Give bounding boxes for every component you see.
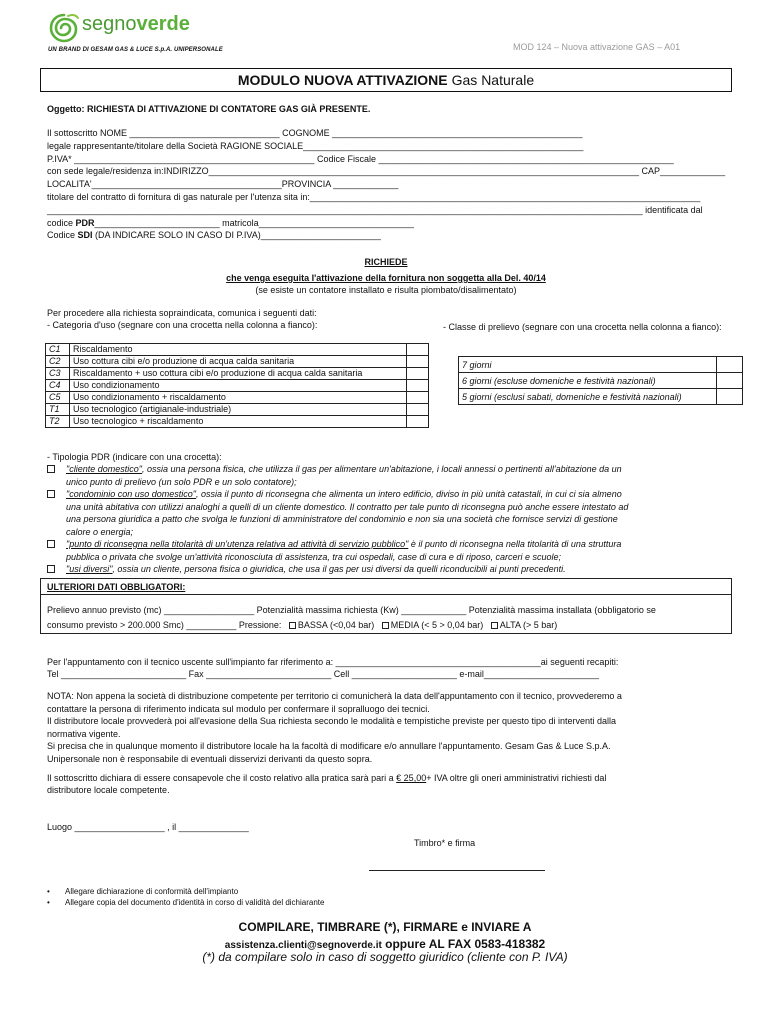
attachment-item bbox=[47, 897, 324, 908]
subject-line: Oggetto: RICHIESTA DI ATTIVAZIONE DI CONTATORE GAS GIÀ PRESENTE. bbox=[47, 104, 371, 114]
category-check-cell[interactable] bbox=[407, 368, 429, 380]
tipologia-line bbox=[66, 463, 737, 476]
category-code: C3 bbox=[46, 368, 70, 380]
category-desc: Uso tecnologico (artigianale-industriale) bbox=[70, 404, 407, 416]
category-desc: Uso condizionamento + riscaldamento bbox=[70, 392, 407, 404]
tipologia-item bbox=[47, 488, 737, 538]
checkbox-icon[interactable] bbox=[491, 622, 498, 629]
category-desc: Riscaldamento bbox=[70, 344, 407, 356]
intro-line2: - Categoria d'uso (segnare con una crocetta nella colonna a fianco): bbox=[47, 320, 318, 330]
note-line: Unipersonale non è responsabile di eventuali disservizi derivanti da questo sopra. bbox=[47, 753, 373, 764]
richiede-heading: RICHIEDE bbox=[364, 257, 408, 267]
category-check-cell[interactable] bbox=[407, 416, 429, 428]
tipologia-item bbox=[47, 463, 737, 488]
checkbox-icon[interactable] bbox=[289, 622, 296, 629]
class-label: 6 giorni (escluse domeniche e festività nazionali) bbox=[459, 373, 717, 389]
category-check-cell[interactable] bbox=[407, 344, 429, 356]
tipologia-text: , ossia il punto di riconsegna che alimenta un intero edificio, diviso in più unità catastali, in cui ci sia almeno bbox=[195, 489, 622, 499]
note-block bbox=[47, 690, 622, 765]
class-check-cell[interactable] bbox=[717, 389, 743, 405]
form-line-address[interactable]: con sede legale/residenza in:INDIRIZZO______________________________________________________________________________________ CAP_____________ bbox=[47, 166, 726, 177]
note-line: contattare la persona di riferimento indicata sul modulo per confermare il sopralluogo dei tecnici. bbox=[47, 703, 430, 714]
pressure-option-low[interactable] bbox=[289, 620, 374, 630]
category-code: T2 bbox=[46, 416, 70, 428]
class-row bbox=[459, 357, 743, 373]
tipologia-term: "usi diversi" bbox=[66, 564, 113, 574]
tipologia-cont: una unità abitativa con utilizzi analoghi a quelli di un cliente domestico. Il contratto per tale punto di riconsegna può anche essere intestato ad bbox=[66, 501, 629, 512]
pressure-label[interactable]: consumo previsto > 200.000 Smc) __________ Pressione: bbox=[47, 620, 282, 630]
tipologia-term: "cliente domestico" bbox=[66, 464, 142, 474]
tipologia-text: , ossia una persona fisica, che utilizza il gas per alimentare un'abitazione, i locali annessi o pertinenti all'abitazione da un bbox=[141, 464, 622, 474]
sdi-label: SDI bbox=[77, 230, 93, 241]
brand-prefix: segno bbox=[82, 13, 137, 35]
additional-data-line1[interactable]: Prelievo annuo previsto (mc) __________________ Potenzialità massima richiesta (Kw) _____________ Potenzialità massima installata (obbligatorio se bbox=[47, 605, 656, 615]
stamp-signature-label: Timbro* e firma bbox=[414, 838, 476, 848]
category-row bbox=[46, 368, 429, 380]
spiral-logo-icon bbox=[48, 12, 80, 44]
attachment-text: Allegare dichiarazione di conformità dell'impianto bbox=[65, 887, 239, 896]
tipologia-cont: unico punto di prelievo (un solo PDR e un solo contatore); bbox=[66, 476, 297, 487]
category-row bbox=[46, 380, 429, 392]
footer-email[interactable]: assistenza.clienti@segnoverde.it bbox=[224, 940, 382, 951]
form-line-piva[interactable]: P.IVA* ________________________________________________ Codice Fiscale ___________________________________________________________ bbox=[47, 153, 674, 164]
tipologia-line bbox=[66, 488, 737, 501]
richiede-line1: che venga eseguita l'attivazione della fornitura non soggetta alla Del. 40/14 bbox=[226, 273, 546, 283]
category-code: C1 bbox=[46, 344, 70, 356]
tipologia-term: "punto di riconsegna nella titolarità di un'utenza relativa ad attività di servizio pubblico" bbox=[66, 539, 409, 549]
bullet-icon: • bbox=[47, 898, 50, 907]
document-subtitle: Gas Naturale bbox=[451, 72, 535, 88]
tipologia-checkbox[interactable] bbox=[47, 490, 55, 498]
note-line: normativa vigente. bbox=[47, 728, 121, 739]
category-code: C2 bbox=[46, 356, 70, 368]
form-line-pdr[interactable] bbox=[47, 217, 725, 230]
pressure-option-medium[interactable] bbox=[382, 620, 484, 630]
place-date-line[interactable]: Luogo __________________ , il ______________ bbox=[47, 822, 249, 832]
pressure-option-high[interactable] bbox=[491, 620, 557, 630]
bullet-icon: • bbox=[47, 887, 50, 896]
tipologia-item bbox=[47, 538, 737, 563]
category-code: T1 bbox=[46, 404, 70, 416]
cost-text: Il sottoscritto dichiara di essere consapevole che il costo relativo alla pratica sarà pari a bbox=[47, 773, 397, 783]
tipologia-cont: calore o energia; bbox=[66, 526, 134, 537]
tipologia-heading: - Tipologia PDR (indicare con una crocetta): bbox=[47, 452, 222, 462]
footer-fax: oppure AL FAX 0583-418382 bbox=[381, 937, 546, 951]
pressure-option-medium-label: MEDIA (< 5 > 0,04 bar) bbox=[390, 620, 484, 630]
tipologia-text: è il punto di riconsegna nella titolarità di una struttura bbox=[408, 539, 622, 549]
appointment-line2[interactable]: Tel _________________________ Fax _________________________ Cell _____________________ e-mail_______________________ bbox=[47, 669, 600, 679]
form-line-sdi[interactable] bbox=[47, 229, 725, 242]
category-desc: Uso tecnologico + riscaldamento bbox=[70, 416, 407, 428]
tipologia-text: , ossia un cliente, persona fisica o giuridica, che usa il gas per usi diversi da quelli riconducibili ai punti precedenti. bbox=[112, 564, 566, 574]
tipologia-term: "condominio con uso domestico" bbox=[66, 489, 196, 499]
note-line: Si precisa che in qualunque momento il distributore locale ha la facoltà di modificare e/o annullare l'appuntamento. Gesam Gas & Luce S.p.A. bbox=[47, 741, 611, 751]
document-title: MODULO NUOVA ATTIVAZIONE bbox=[237, 72, 448, 88]
category-code: C5 bbox=[46, 392, 70, 404]
category-desc: Riscaldamento + uso cottura cibi e/o produzione di acqua calda sanitaria bbox=[70, 368, 407, 380]
tipologia-checkbox[interactable] bbox=[47, 565, 55, 573]
classe-intro: - Classe di prelievo (segnare con una crocetta nella colonna a fianco): bbox=[443, 322, 722, 332]
tipologia-line bbox=[66, 538, 737, 551]
additional-data-line2 bbox=[47, 619, 557, 632]
cost-suffix: + IVA oltre gli oneri amministrativi richiesti dal bbox=[426, 773, 607, 783]
footer-note: (*) da compilare solo in caso di soggetto giuridico (cliente con P. IVA) bbox=[202, 950, 568, 964]
document-title-box bbox=[40, 68, 732, 92]
attachment-text: Allegare copia del documento d'identità in corso di validità del dichiarante bbox=[65, 898, 325, 907]
signature-line[interactable] bbox=[369, 870, 545, 871]
tipologia-line bbox=[66, 563, 737, 576]
additional-data-divider bbox=[40, 594, 732, 595]
pdr-field: _________________________ matricola_______________________________ bbox=[94, 217, 414, 228]
category-row bbox=[46, 344, 429, 356]
class-row bbox=[459, 373, 743, 389]
intro-line1: Per procedere alla richiesta sopraindicata, comunica i seguenti dati: bbox=[47, 308, 317, 318]
form-line-contract[interactable]: titolare del contratto di fornitura di gas naturale per l'utenza sita in:______________________________________________________________________________ bbox=[47, 191, 701, 202]
class-check-cell[interactable] bbox=[717, 373, 743, 389]
class-label: 7 giorni bbox=[459, 357, 717, 373]
category-row bbox=[46, 416, 429, 428]
note-line: NOTA: Non appena la società di distribuzione competente per territorio ci comunicherà la data dell'appuntamento con il tecnico, provvederemo a bbox=[47, 691, 622, 701]
form-line-name[interactable]: Il sottoscritto NOME ______________________________ COGNOME __________________________________________________ bbox=[47, 128, 583, 138]
module-code: MOD 124 – Nuova attivazione GAS – A01 bbox=[513, 42, 681, 52]
tipologia-cont: una persona giuridica a patto che svolga le funzioni di amministratore del condominio e non sia una società che fornisce servizi di gestione bbox=[66, 514, 618, 524]
tipologia-checkbox[interactable] bbox=[47, 465, 55, 473]
class-row bbox=[459, 389, 743, 405]
category-desc: Uso condizionamento bbox=[70, 380, 407, 392]
richiede-line2: (se esiste un contatore installato e risulta piombato/disalimentato) bbox=[255, 285, 517, 295]
tipologia-list bbox=[47, 463, 737, 576]
brand-subtitle: UN BRAND DI GESAM GAS & LUCE S.p.A. UNIPERSONALE bbox=[48, 47, 223, 53]
category-table bbox=[45, 343, 429, 428]
category-check-cell[interactable] bbox=[407, 356, 429, 368]
category-desc: Uso cottura cibi e/o produzione di acqua calda sanitaria bbox=[70, 356, 407, 368]
pdr-prefix: codice bbox=[47, 217, 76, 228]
brand-name bbox=[82, 13, 190, 36]
form-line-locality[interactable]: LOCALITA'______________________________________PROVINCIA _____________ bbox=[47, 179, 399, 190]
form-fields-block bbox=[47, 127, 725, 242]
class-label: 5 giorni (esclusi sabati, domeniche e festività nazionali) bbox=[459, 389, 717, 405]
attachment-item bbox=[47, 886, 324, 897]
cost-line1 bbox=[47, 772, 606, 785]
tipologia-checkbox[interactable] bbox=[47, 540, 55, 548]
category-row bbox=[46, 404, 429, 416]
category-check-cell[interactable] bbox=[407, 392, 429, 404]
additional-data-heading: ULTERIORI DATI OBBLIGATORI: bbox=[47, 582, 186, 592]
pressure-option-high-label: ALTA (> 5 bar) bbox=[499, 620, 558, 630]
category-row bbox=[46, 392, 429, 404]
appointment-line1[interactable]: Per l'appuntamento con il tecnico uscente sull'impianto far riferimento a: _________________________________________ai seguenti recapiti: bbox=[47, 657, 619, 667]
note-line: Il distributore locale provvederà poi all'evasione della Sua richiesta secondo le modalità e tempistiche previste per questo tipo di interventi dalla bbox=[47, 716, 617, 726]
pdr-label: PDR bbox=[75, 217, 95, 228]
class-table bbox=[458, 356, 743, 405]
attachments-list bbox=[47, 886, 324, 908]
pressure-option-low-label: BASSA (<0,04 bar) bbox=[297, 620, 375, 630]
form-line-site[interactable]: _______________________________________________________________________________________________________________________ identificata dal bbox=[47, 204, 703, 215]
tipologia-item bbox=[47, 563, 737, 576]
category-check-cell[interactable] bbox=[407, 380, 429, 392]
tipologia-cont: pubblica o privata che svolge un'attività riconosciuta di assistenza, tra cui ospedali, case di cura e di riposo, carceri e scuole; bbox=[66, 551, 561, 562]
sdi-prefix: Codice bbox=[47, 230, 78, 241]
checkbox-icon[interactable] bbox=[382, 622, 389, 629]
footer-instruction: COMPILARE, TIMBRARE (*), FIRMARE e INVIARE A bbox=[238, 920, 532, 934]
category-row bbox=[46, 356, 429, 368]
category-code: C4 bbox=[46, 380, 70, 392]
form-line-company[interactable]: legale rappresentante/titolare della Società RAGIONE SOCIALE________________________________________________________ bbox=[47, 140, 584, 151]
category-check-cell[interactable] bbox=[407, 404, 429, 416]
cost-amount: € 25,00 bbox=[396, 773, 427, 783]
class-check-cell[interactable] bbox=[717, 357, 743, 373]
cost-line2: distributore locale competente. bbox=[47, 785, 170, 795]
brand-suffix: verde bbox=[136, 13, 190, 35]
sdi-field: (DA INDICARE SOLO IN CASO DI P.IVA)________________________ bbox=[92, 230, 381, 241]
